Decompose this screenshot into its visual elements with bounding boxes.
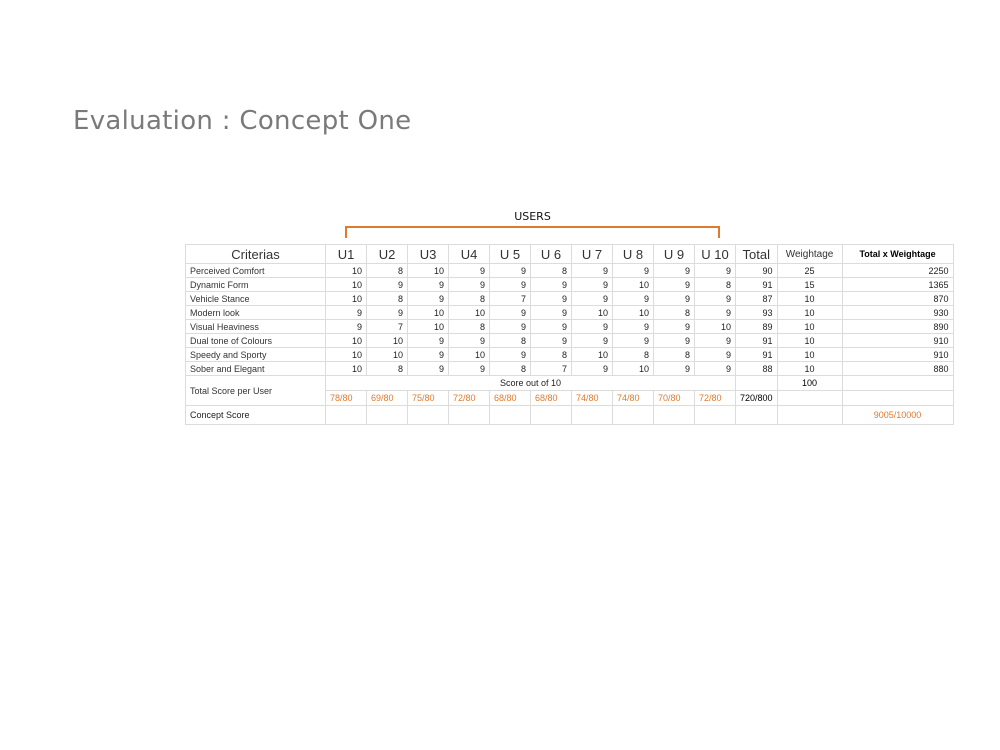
user-score: 9 — [408, 292, 449, 306]
header-user: U 9 — [654, 245, 695, 264]
row-weightage: 10 — [777, 306, 842, 320]
user-score: 9 — [572, 334, 613, 348]
grand-total: 720/800 — [736, 391, 778, 406]
header-user: U1 — [326, 245, 367, 264]
users-label: USERS — [514, 210, 551, 223]
user-total: 69/80 — [367, 391, 408, 406]
user-score: 9 — [531, 292, 572, 306]
user-score: 9 — [572, 320, 613, 334]
user-score: 10 — [408, 264, 449, 278]
user-score: 10 — [613, 278, 654, 292]
summary-empty — [842, 376, 953, 391]
user-total: 72/80 — [695, 391, 736, 406]
row-total: 88 — [736, 362, 778, 376]
user-score: 10 — [326, 334, 367, 348]
user-score: 9 — [613, 264, 654, 278]
header-user: U 6 — [531, 245, 572, 264]
user-score: 8 — [531, 264, 572, 278]
row-weightage: 10 — [777, 320, 842, 334]
user-score: 9 — [695, 306, 736, 320]
concept-empty — [613, 406, 654, 425]
concept-empty — [777, 406, 842, 425]
score-note: Score out of 10 — [326, 376, 736, 391]
user-score: 9 — [695, 292, 736, 306]
user-score: 9 — [408, 334, 449, 348]
user-score: 9 — [490, 306, 531, 320]
user-score: 7 — [367, 320, 408, 334]
user-score: 9 — [531, 306, 572, 320]
weightage-total: 100 — [777, 376, 842, 391]
user-score: 9 — [449, 362, 490, 376]
criteria-label: Speedy and Sporty — [186, 348, 326, 362]
user-score: 10 — [449, 306, 490, 320]
user-score: 9 — [613, 292, 654, 306]
user-score: 9 — [408, 278, 449, 292]
user-score: 9 — [572, 292, 613, 306]
row-total: 91 — [736, 348, 778, 362]
user-score: 9 — [572, 362, 613, 376]
user-score: 9 — [531, 334, 572, 348]
concept-empty — [736, 406, 778, 425]
user-score: 8 — [613, 348, 654, 362]
user-score: 8 — [654, 348, 695, 362]
summary-empty — [736, 376, 778, 391]
concept-empty — [572, 406, 613, 425]
user-total: 74/80 — [613, 391, 654, 406]
user-score: 9 — [613, 320, 654, 334]
user-score: 9 — [490, 320, 531, 334]
user-score: 10 — [408, 320, 449, 334]
user-score: 9 — [654, 278, 695, 292]
concept-empty — [531, 406, 572, 425]
user-score: 9 — [326, 306, 367, 320]
concept-empty — [449, 406, 490, 425]
row-weightage: 10 — [777, 334, 842, 348]
user-score: 9 — [613, 334, 654, 348]
row-weightage: 15 — [777, 278, 842, 292]
user-score: 8 — [490, 362, 531, 376]
user-score: 9 — [326, 320, 367, 334]
page-title: Evaluation : Concept One — [73, 106, 412, 136]
user-score: 9 — [490, 348, 531, 362]
criteria-label: Sober and Elegant — [186, 362, 326, 376]
user-score: 9 — [654, 320, 695, 334]
header-user: U 7 — [572, 245, 613, 264]
criteria-label: Modern look — [186, 306, 326, 320]
user-score: 7 — [531, 362, 572, 376]
summary-empty — [842, 391, 953, 406]
user-score: 8 — [367, 264, 408, 278]
user-score: 10 — [326, 264, 367, 278]
row-weightage: 10 — [777, 292, 842, 306]
criteria-label: Perceived Comfort — [186, 264, 326, 278]
user-score: 9 — [449, 334, 490, 348]
summary-empty — [777, 391, 842, 406]
user-score: 7 — [490, 292, 531, 306]
user-score: 9 — [531, 320, 572, 334]
user-score: 9 — [367, 278, 408, 292]
user-score: 9 — [408, 348, 449, 362]
user-score: 10 — [695, 320, 736, 334]
user-score: 10 — [326, 278, 367, 292]
user-score: 8 — [531, 348, 572, 362]
summary-row — [186, 376, 954, 391]
summary-label: Total Score per User — [186, 376, 326, 406]
header-user: U 10 — [695, 245, 736, 264]
row-total-weightage: 910 — [842, 334, 953, 348]
criteria-row — [186, 348, 954, 362]
row-total: 91 — [736, 278, 778, 292]
user-score: 10 — [326, 362, 367, 376]
user-score: 9 — [695, 348, 736, 362]
criteria-row — [186, 306, 954, 320]
user-score: 8 — [695, 278, 736, 292]
user-score: 8 — [654, 306, 695, 320]
criteria-row — [186, 292, 954, 306]
user-score: 10 — [326, 292, 367, 306]
row-total-weightage: 2250 — [842, 264, 953, 278]
user-score: 9 — [531, 278, 572, 292]
row-total: 91 — [736, 334, 778, 348]
user-score: 8 — [449, 292, 490, 306]
header-criteria: Criterias — [186, 245, 326, 264]
user-score: 9 — [654, 292, 695, 306]
criteria-label: Dual tone of Colours — [186, 334, 326, 348]
concept-empty — [654, 406, 695, 425]
concept-empty — [490, 406, 531, 425]
row-total: 87 — [736, 292, 778, 306]
row-total-weightage: 880 — [842, 362, 953, 376]
user-score: 9 — [408, 362, 449, 376]
row-total-weightage: 870 — [842, 292, 953, 306]
user-score: 9 — [654, 362, 695, 376]
concept-empty — [326, 406, 367, 425]
user-total: 74/80 — [572, 391, 613, 406]
user-total: 72/80 — [449, 391, 490, 406]
header-user: U 8 — [613, 245, 654, 264]
users-bracket — [345, 226, 720, 238]
header-user: U3 — [408, 245, 449, 264]
user-score: 9 — [490, 264, 531, 278]
concept-score: 9005/10000 — [842, 406, 953, 425]
user-score: 9 — [695, 264, 736, 278]
criteria-label: Dynamic Form — [186, 278, 326, 292]
user-score: 10 — [613, 306, 654, 320]
user-score: 10 — [613, 362, 654, 376]
user-score: 9 — [695, 334, 736, 348]
row-total-weightage: 1365 — [842, 278, 953, 292]
concept-empty — [695, 406, 736, 425]
user-score: 8 — [367, 292, 408, 306]
criteria-label: Visual Heaviness — [186, 320, 326, 334]
user-total: 70/80 — [654, 391, 695, 406]
user-score: 9 — [449, 264, 490, 278]
user-total: 78/80 — [326, 391, 367, 406]
user-score: 10 — [572, 306, 613, 320]
row-total-weightage: 930 — [842, 306, 953, 320]
header-user: U4 — [449, 245, 490, 264]
header-user: U 5 — [490, 245, 531, 264]
header-total: Total — [736, 245, 778, 264]
user-score: 10 — [449, 348, 490, 362]
criteria-row — [186, 320, 954, 334]
user-total: 68/80 — [531, 391, 572, 406]
user-score: 9 — [449, 278, 490, 292]
user-score: 9 — [695, 362, 736, 376]
user-total: 68/80 — [490, 391, 531, 406]
user-score: 8 — [449, 320, 490, 334]
user-score: 9 — [654, 334, 695, 348]
evaluation-table — [185, 244, 954, 425]
concept-empty — [408, 406, 449, 425]
concept-empty — [367, 406, 408, 425]
header-row — [186, 245, 954, 264]
user-total: 75/80 — [408, 391, 449, 406]
row-total-weightage: 890 — [842, 320, 953, 334]
header-total-weightage: Total x Weightage — [842, 245, 953, 264]
user-score: 8 — [367, 362, 408, 376]
criteria-row — [186, 278, 954, 292]
row-weightage: 10 — [777, 362, 842, 376]
user-score: 10 — [367, 334, 408, 348]
row-weightage: 25 — [777, 264, 842, 278]
user-score: 8 — [490, 334, 531, 348]
criteria-label: Vehicle Stance — [186, 292, 326, 306]
header-weightage: Weightage — [777, 245, 842, 264]
row-total: 90 — [736, 264, 778, 278]
user-score: 10 — [326, 348, 367, 362]
user-score: 9 — [654, 264, 695, 278]
user-score: 9 — [572, 264, 613, 278]
user-score: 9 — [572, 278, 613, 292]
criteria-row — [186, 334, 954, 348]
user-score: 10 — [572, 348, 613, 362]
criteria-row — [186, 264, 954, 278]
row-weightage: 10 — [777, 348, 842, 362]
user-score: 9 — [490, 278, 531, 292]
criteria-rows — [186, 264, 954, 376]
user-score: 10 — [367, 348, 408, 362]
user-score: 10 — [408, 306, 449, 320]
row-total: 89 — [736, 320, 778, 334]
user-score: 9 — [367, 306, 408, 320]
concept-row — [186, 406, 954, 425]
header-user: U2 — [367, 245, 408, 264]
row-total-weightage: 910 — [842, 348, 953, 362]
row-total: 93 — [736, 306, 778, 320]
concept-label: Concept Score — [186, 406, 326, 425]
criteria-row — [186, 362, 954, 376]
